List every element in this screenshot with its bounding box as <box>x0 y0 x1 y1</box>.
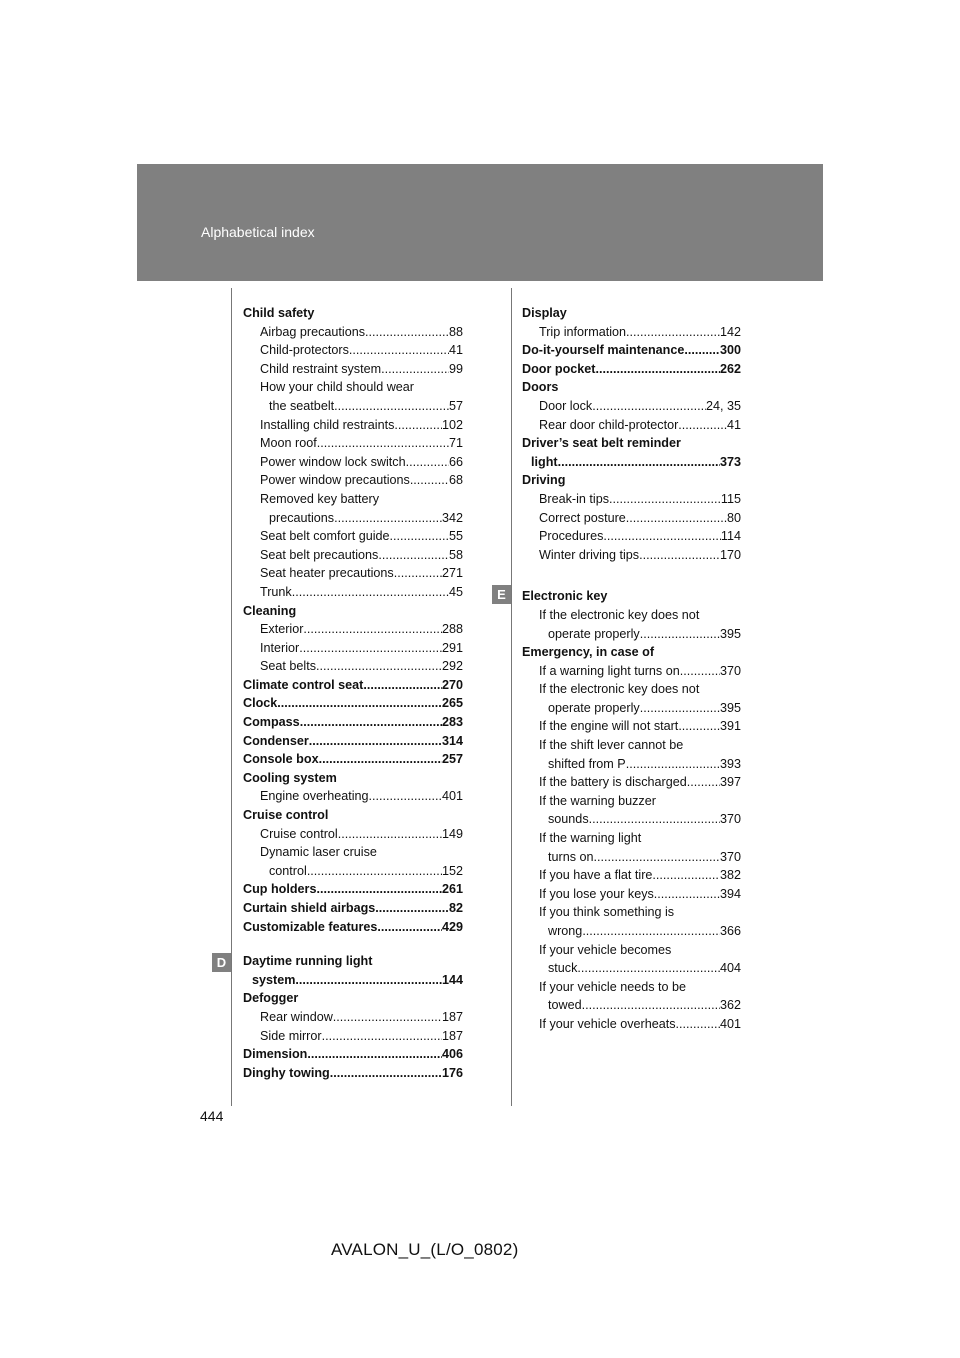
index-entry: precautions ..... 342 <box>243 509 463 528</box>
index-column-left <box>243 304 463 1082</box>
index-heading: Cleaning <box>243 603 297 618</box>
index-entry: Curtain shield airbags ..... 82 <box>243 899 463 918</box>
index-entry: Procedures ..... 114 <box>522 527 741 546</box>
index-heading: Driving <box>522 473 566 488</box>
left-column-rule <box>231 288 232 1106</box>
index-entry: Customizable features ..... 429 <box>243 918 463 937</box>
section-tab-e: E <box>492 585 511 604</box>
index-heading: Cruise control <box>243 808 329 823</box>
index-entry-text: If the electronic key does not <box>539 682 700 697</box>
section-tab-d: D <box>212 953 231 972</box>
index-entry-text: Removed key battery <box>260 491 379 506</box>
document-code: AVALON_U_(L/O_0802) <box>331 1240 519 1259</box>
index-entry: Seat belt comfort guide ..... 55 <box>243 527 463 546</box>
index-entry: If a warning light turns on ..... 370 <box>522 662 741 681</box>
index-heading: Display <box>522 306 567 320</box>
index-entry: Installing child restraints ..... 102 <box>243 416 463 435</box>
index-entry: Correct posture ..... 80 <box>522 509 741 528</box>
index-entry-text: Dynamic laser cruise <box>260 845 377 860</box>
index-entry: Climate control seat ..... 270 <box>243 676 463 695</box>
page-number: 444 <box>200 1108 224 1124</box>
index-entry: Cruise control ..... 149 <box>243 825 463 844</box>
index-entry: If you have a flat tire ..... 382 <box>522 866 741 885</box>
index-entry: sounds ..... 370 <box>522 810 741 829</box>
index-entry-text: If your vehicle becomes <box>539 942 672 957</box>
index-entry: Compass ..... 283 <box>243 713 463 732</box>
index-entry: Trip information ..... 142 <box>522 323 741 342</box>
index-entry-text: If the electronic key does not <box>539 607 700 622</box>
index-entry: Side mirror ..... 187 <box>243 1027 463 1046</box>
index-entry: Door lock ..... 24, 35 <box>522 397 741 416</box>
index-entry: Do-it-yourself maintenance ..... 300 <box>522 341 741 360</box>
index-column-right <box>522 304 741 1034</box>
index-entry-text: If your vehicle needs to be <box>539 979 687 994</box>
header-title: Alphabetical index <box>201 224 315 240</box>
index-entry: Clock ..... 265 <box>243 694 463 713</box>
index-heading: Defogger <box>243 991 299 1006</box>
page-header <box>137 164 823 281</box>
index-entry-text: If you think something is <box>539 905 675 920</box>
index-entry: Interior ..... 291 <box>243 639 463 658</box>
index-entry: towed ..... 362 <box>522 996 741 1015</box>
index-heading: Child safety <box>243 306 315 320</box>
index-entry: Engine overheating ..... 401 <box>243 787 463 806</box>
index-entry: Console box ..... 257 <box>243 750 463 769</box>
index-entry: Rear window ..... 187 <box>243 1008 463 1027</box>
index-entry: Power window lock switch ..... 66 <box>243 453 463 472</box>
index-entry: Exterior ..... 288 <box>243 620 463 639</box>
index-entry: Rear door child-protector ..... 41 <box>522 416 741 435</box>
index-entry: Seat belts ..... 292 <box>243 657 463 676</box>
index-entry-text: How your child should wear <box>260 380 414 395</box>
index-entry: stuck ..... 404 <box>522 959 741 978</box>
index-heading: Driver’s seat belt reminder <box>522 436 681 451</box>
index-entry: If the battery is discharged ..... 397 <box>522 773 741 792</box>
index-entry: operate properly ..... 395 <box>522 625 741 644</box>
index-entry: Door pocket ..... 262 <box>522 360 741 379</box>
index-entry: Moon roof ..... 71 <box>243 434 463 453</box>
index-entry: shifted from P ..... 393 <box>522 755 741 774</box>
index-entry: control ..... 152 <box>243 862 463 881</box>
index-entry: Condenser ..... 314 <box>243 732 463 751</box>
index-entry: If the engine will not start ..... 391 <box>522 717 741 736</box>
index-entry: light ..... 373 <box>522 453 741 472</box>
center-column-rule <box>511 288 512 1106</box>
index-entry: Seat heater precautions ..... 271 <box>243 564 463 583</box>
index-entry: Child-protectors ..... 41 <box>243 341 463 360</box>
index-entry-text: If the shift lever cannot be <box>539 738 684 753</box>
index-entry: Dinghy towing ..... 176 <box>243 1064 463 1083</box>
index-entry: turns on ..... 370 <box>522 848 741 867</box>
index-entry: Child restraint system ..... 99 <box>243 360 463 379</box>
index-entry: Break-in tips ..... 115 <box>522 490 741 509</box>
index-heading: Daytime running light <box>243 954 373 969</box>
index-heading: Doors <box>522 380 559 395</box>
index-entry: operate properly ..... 395 <box>522 699 741 718</box>
index-entry-text: If the warning buzzer <box>539 793 656 808</box>
index-entry: Seat belt precautions ..... 58 <box>243 546 463 565</box>
index-entry: Dimension ..... 406 <box>243 1045 463 1064</box>
index-entry-text: If the warning light <box>539 831 642 846</box>
index-entry: Cup holders ..... 261 <box>243 880 463 899</box>
index-heading: Cooling system <box>243 770 337 785</box>
index-entry: If your vehicle overheats ..... 401 <box>522 1015 741 1034</box>
index-heading: Electronic key <box>522 589 608 604</box>
index-entry: Airbag precautions ..... 88 <box>243 323 463 342</box>
index-entry: If you lose your keys ..... 394 <box>522 885 741 904</box>
index-entry: Trunk ..... 45 <box>243 583 463 602</box>
index-entry: Power window precautions ..... 68 <box>243 471 463 490</box>
index-entry: the seatbelt ..... 57 <box>243 397 463 416</box>
index-heading: Emergency, in case of <box>522 645 655 660</box>
index-entry: wrong ..... 366 <box>522 922 741 941</box>
index-entry: system ..... 144 <box>243 971 463 990</box>
index-entry: Winter driving tips ..... 170 <box>522 546 741 565</box>
